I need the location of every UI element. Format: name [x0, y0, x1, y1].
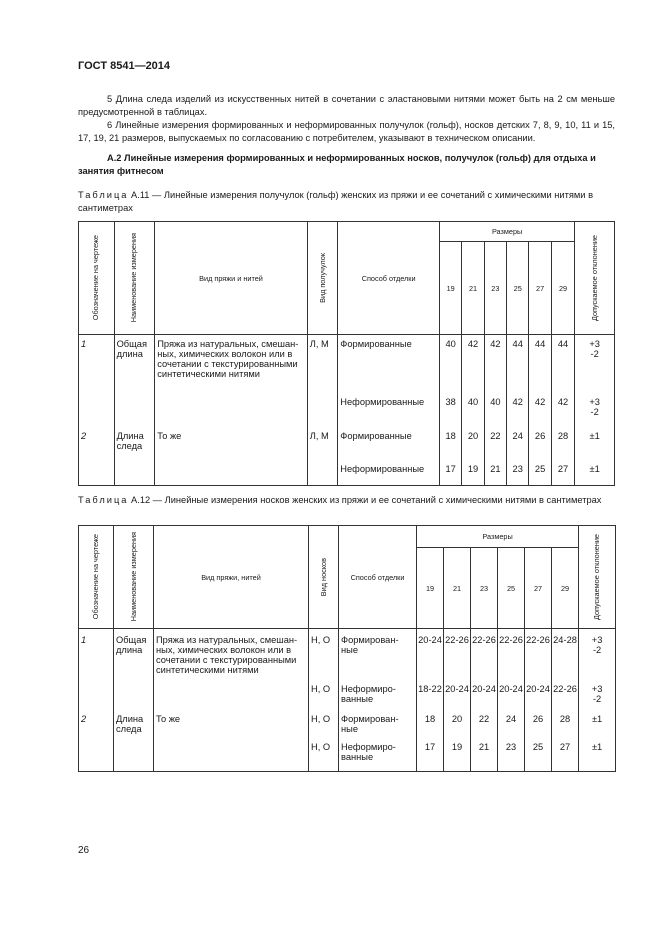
cell-value: 20-24: [525, 684, 552, 714]
size-header: 19: [417, 548, 444, 629]
cell-designation: [79, 464, 115, 486]
cell-value: 40: [439, 335, 461, 397]
cell-finish: Неформиро-ванные: [339, 684, 417, 714]
size-header: 29: [551, 242, 574, 335]
cell-value: 22-26: [444, 629, 471, 684]
cell-value: 19: [444, 742, 471, 772]
size-header: 27: [529, 242, 551, 335]
cell-designation: 1: [79, 629, 114, 684]
header-kind: Вид носков: [309, 526, 339, 629]
cell-value: 27: [552, 742, 579, 772]
cell-value: 42: [462, 335, 484, 397]
caption-text: А.12 — Линейные измерения носков женских из пряжи и ее сочетаний с химическими нитями в сантиметрах: [128, 495, 602, 505]
cell-value: 19: [462, 464, 484, 486]
cell-kind: Н, О: [309, 714, 339, 742]
cell-value: 22-26: [471, 629, 498, 684]
cell-value: 18: [439, 431, 461, 464]
cell-measurement: [114, 742, 154, 772]
cell-tolerance: +3 -2: [575, 397, 615, 431]
cell-value: 26: [525, 714, 552, 742]
table-row: [79, 629, 616, 684]
cell-measurement: Длина следа: [114, 431, 155, 464]
caption-label: Таблица: [78, 495, 129, 505]
table-row: [79, 464, 615, 486]
cell-value: 42: [529, 397, 551, 431]
header-tolerance: Допускаемое отклонение: [579, 526, 616, 629]
cell-designation: [79, 684, 114, 714]
cell-tolerance: ±1: [579, 714, 616, 742]
cell-value: 27: [551, 464, 574, 486]
cell-value: 22-26: [525, 629, 552, 684]
cell-yarn: [154, 684, 309, 714]
cell-yarn: Пряжа из натуральных, смешан-ных, химических волокон или в сочетании с текстурированными синтетическими нитями: [155, 335, 308, 397]
cell-measurement: [114, 684, 154, 714]
cell-value: 28: [552, 714, 579, 742]
cell-kind: Л, М: [307, 335, 338, 397]
cell-measurement: [114, 397, 155, 431]
page-number: 26: [78, 845, 90, 856]
cell-tolerance: ±1: [575, 431, 615, 464]
cell-kind: Н, О: [309, 742, 339, 772]
header-sizes: Размеры: [417, 526, 579, 548]
table-row: [79, 431, 615, 464]
cell-value: 40: [484, 397, 506, 431]
cell-measurement: Общая длина: [114, 335, 155, 397]
header-finish: Способ отделки: [338, 222, 440, 335]
size-header: 25: [507, 242, 529, 335]
size-header: 23: [471, 548, 498, 629]
cell-value: 42: [551, 397, 574, 431]
header-sizes: Размеры: [439, 222, 574, 242]
cell-value: 24-28: [552, 629, 579, 684]
cell-finish: Формированные: [338, 431, 440, 464]
cell-value: 20-24: [444, 684, 471, 714]
cell-yarn: Пряжа из натуральных, смешан-ных, химических волокон или в сочетании с текстурированными синтетическими нитями: [154, 629, 309, 684]
cell-value: 25: [525, 742, 552, 772]
cell-tolerance: ±1: [579, 742, 616, 772]
header-finish: Способ отделки: [339, 526, 417, 629]
cell-value: 20: [444, 714, 471, 742]
size-header: 21: [462, 242, 484, 335]
cell-value: 40: [462, 397, 484, 431]
cell-designation: 2: [79, 714, 114, 742]
cell-measurement: [114, 464, 155, 486]
cell-finish: Неформированные: [338, 464, 440, 486]
cell-value: 18-22: [417, 684, 444, 714]
table-row: [79, 742, 616, 772]
cell-measurement: Общая длина: [114, 629, 154, 684]
size-header: 19: [439, 242, 461, 335]
section-title: А.2 Линейные измерения формированных и неформированных носков, получулок (гольф) для отдыха и занятия фитнесом: [78, 153, 596, 176]
cell-value: 20: [462, 431, 484, 464]
cell-value: 18: [417, 714, 444, 742]
cell-value: 17: [417, 742, 444, 772]
cell-value: 20-24: [471, 684, 498, 714]
cell-value: 22-26: [552, 684, 579, 714]
cell-designation: [79, 397, 115, 431]
size-header: 21: [444, 548, 471, 629]
cell-finish: Неформированные: [338, 397, 440, 431]
cell-value: 20-24: [498, 684, 525, 714]
table-row: [79, 714, 616, 742]
table-a11-caption: [78, 189, 615, 214]
cell-value: 23: [498, 742, 525, 772]
cell-value: 28: [551, 431, 574, 464]
table-row: [79, 397, 615, 431]
header-yarn: Вид пряжи и нитей: [155, 222, 308, 335]
cell-yarn: [154, 742, 309, 772]
cell-value: 20-24: [417, 629, 444, 684]
header-designation: Обозначение на чертеже: [79, 526, 114, 629]
cell-value: 23: [507, 464, 529, 486]
header-kind: Вид получулок: [307, 222, 338, 335]
cell-finish: Формирован-ные: [339, 714, 417, 742]
cell-value: 24: [507, 431, 529, 464]
cell-tolerance: +3 -2: [579, 684, 616, 714]
cell-value: 22: [471, 714, 498, 742]
header-yarn: Вид пряжи, нитей: [154, 526, 309, 629]
cell-value: 22: [484, 431, 506, 464]
cell-value: 26: [529, 431, 551, 464]
cell-value: 38: [439, 397, 461, 431]
header-tolerance: Допускаемое отклонение: [575, 222, 615, 335]
cell-kind: Н, О: [309, 684, 339, 714]
cell-finish: Формирован-ные: [339, 629, 417, 684]
document-code: ГОСТ 8541—2014: [78, 60, 171, 72]
cell-tolerance: ±1: [575, 464, 615, 486]
header-measurement: Наименование измерения: [114, 526, 154, 629]
cell-finish: Формированные: [338, 335, 440, 397]
cell-value: 44: [551, 335, 574, 397]
cell-finish: Неформиро-ванные: [339, 742, 417, 772]
caption-text: А.11 — Линейные измерения получулок (гольф) женских из пряжи и ее сочетаний с химическими нитями в сантиметрах: [78, 190, 594, 213]
note-6: 6 Линейные измерения формированных и неформированных получулок (гольф), носков детских 7, 8, 9, 10, 11 и 15, 17, 19, 21 размеров, выпускаемых по согласованию с потребителем, указывают в техническом описании.: [78, 120, 615, 143]
cell-designation: 1: [79, 335, 115, 397]
cell-value: 25: [529, 464, 551, 486]
caption-label: Таблица: [78, 190, 129, 200]
cell-value: 21: [471, 742, 498, 772]
cell-value: 42: [484, 335, 506, 397]
cell-tolerance: +3 -2: [579, 629, 616, 684]
table-a12-caption: [78, 494, 615, 507]
cell-value: 24: [498, 714, 525, 742]
cell-value: 17: [439, 464, 461, 486]
cell-value: 44: [529, 335, 551, 397]
size-header: 25: [498, 548, 525, 629]
table-row: [79, 335, 615, 397]
table-a11: [78, 221, 615, 486]
cell-value: 42: [507, 397, 529, 431]
cell-value: 22-26: [498, 629, 525, 684]
cell-value: 21: [484, 464, 506, 486]
size-header: 27: [525, 548, 552, 629]
cell-tolerance: +3 -2: [575, 335, 615, 397]
cell-yarn: [155, 464, 308, 486]
table-a12: [78, 525, 616, 772]
cell-kind: [307, 464, 338, 486]
cell-measurement: Длина следа: [114, 714, 154, 742]
cell-kind: Н, О: [309, 629, 339, 684]
table-row: [79, 684, 616, 714]
note-5: 5 Длина следа изделий из искусственных нитей в сочетании с эластановыми нитями может быть на 2 см меньше предусмотренной в таблицах.: [78, 94, 615, 117]
cell-yarn: [155, 397, 308, 431]
header-measurement: Наименование измерения: [114, 222, 155, 335]
cell-yarn: То же: [154, 714, 309, 742]
cell-value: 44: [507, 335, 529, 397]
size-header: 29: [552, 548, 579, 629]
cell-kind: Л, М: [307, 431, 338, 464]
cell-designation: [79, 742, 114, 772]
header-designation: Обозначение на чертеже: [79, 222, 115, 335]
cell-yarn: То же: [155, 431, 308, 464]
size-header: 23: [484, 242, 506, 335]
cell-kind: [307, 397, 338, 431]
cell-designation: 2: [79, 431, 115, 464]
